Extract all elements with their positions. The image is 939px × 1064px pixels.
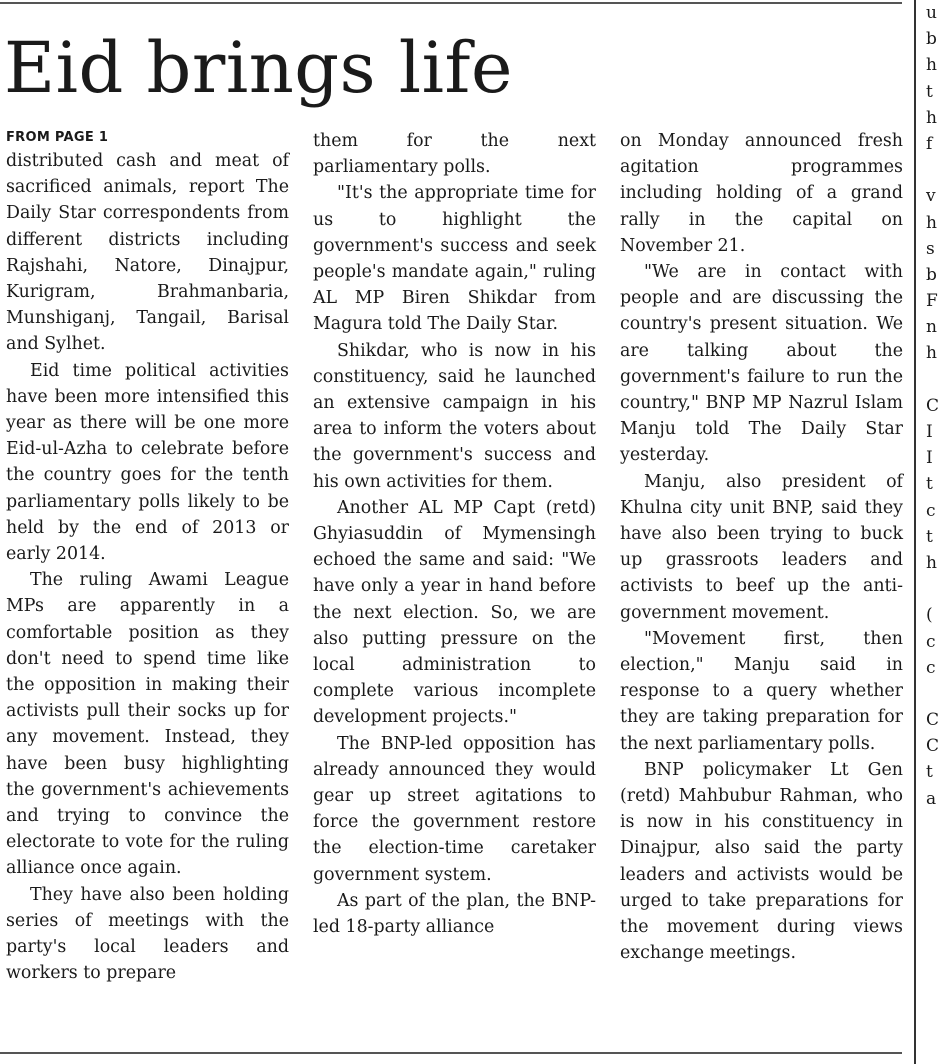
kicker: FROM PAGE 1 bbox=[6, 130, 109, 145]
fragment-letter bbox=[926, 681, 938, 707]
top-rule bbox=[0, 2, 902, 4]
column-divider bbox=[914, 0, 916, 1064]
fragment-letter: I bbox=[926, 422, 933, 442]
paragraph: Manju, also president of Khulna city unit BNP, said they have also been trying to buck up grassroots leaders and activists to beef up the anti-government movement. bbox=[620, 471, 903, 623]
paragraph: BNP policymaker Lt Gen (retd) Mahbubur Rahman, who is now in his constituency in Dinajpur, also said the party leaders and activists would be urged to take preparations for the movement during views exchange meetings. bbox=[620, 759, 903, 964]
fragment-letter: h bbox=[926, 552, 937, 573]
fragment-letter: h bbox=[926, 212, 937, 233]
paragraph: "We are in contact with people and are discussing the country's present situation. We are talking about the government's failure to run the country," BNP MP Nazrul Islam Manju told The Daily Star yesterday. bbox=[620, 262, 903, 466]
fragment-letter bbox=[926, 367, 938, 393]
fragment-letter: n bbox=[926, 317, 937, 338]
headline: Eid brings life bbox=[4, 27, 513, 109]
fragment-letter: v bbox=[926, 186, 936, 207]
fragment-letter: ( bbox=[926, 605, 933, 626]
fragment-letter: c bbox=[926, 657, 936, 678]
fragment-letter: c bbox=[926, 631, 936, 652]
neighbor-article-fragment bbox=[926, 0, 938, 812]
paragraph: The BNP-led opposition has already announced they would gear up street agitations to force the government restore the election-time caretaker government system. bbox=[313, 733, 596, 885]
paragraph: "Movement first, then election," Manju said in response to a query whether they are taking preparation for the next parliamentary polls. bbox=[620, 628, 903, 754]
paragraph: The ruling Awami League MPs are apparently in a comfortable position as they don't need to spend time like the opposition in making their activists pull their socks up for any movement. Instead, they have been busy highlighting the government's achievements and trying to convince the electorate to vote for the ruling alliance once again. bbox=[6, 570, 289, 879]
article-column-3 bbox=[620, 128, 903, 1048]
fragment-letter: c bbox=[926, 500, 936, 521]
fragment-letter: b bbox=[926, 29, 937, 50]
article-column-1 bbox=[6, 128, 289, 1048]
fragment-letter: b bbox=[926, 264, 937, 285]
bottom-rule bbox=[0, 1052, 902, 1054]
paragraph: They have also been holding series of meetings with the party's local leaders and workers to prepare bbox=[6, 884, 289, 984]
fragment-letter: C bbox=[926, 736, 939, 757]
fragment-letter bbox=[926, 576, 938, 602]
fragment-letter: C bbox=[926, 395, 939, 416]
fragment-letter: t bbox=[926, 474, 933, 495]
paragraph: As part of the plan, the BNP-led 18-party alliance bbox=[313, 890, 596, 938]
paragraph: Shikdar, who is now in his constituency, said he launched an extensive campaign in his area to inform the voters about the government's success and his own activities for them. bbox=[313, 340, 596, 492]
fragment-letter: t bbox=[926, 762, 933, 783]
fragment-letter: h bbox=[926, 343, 937, 364]
fragment-letter bbox=[926, 157, 938, 183]
fragment-letter: I bbox=[926, 448, 933, 469]
paragraph: distributed cash and meat of sacrificed animals, report The Daily Star correspondents from different districts including Rajshahi, Natore, Dinajpur, Kurigram, Brahmanbaria, Munshiganj, Tangail, Barisal and Sylhet. bbox=[6, 151, 289, 355]
fragment-letter: u bbox=[926, 3, 937, 23]
fragment-letter: s bbox=[926, 238, 935, 259]
fragment-letter: f bbox=[926, 133, 933, 154]
paragraph: Eid time political activities have been more intensified this year as there will be one more Eid-ul-Azha to celebrate before the country goes for the tenth parliamentary polls likely to be held by the end of 2013 or early 2014. bbox=[6, 360, 289, 565]
paragraph: on Monday announced fresh agitation programmes including holding of a grand rally in the capital on November 21. bbox=[620, 131, 903, 256]
fragment-letter: F bbox=[926, 291, 938, 312]
fragment-letter: a bbox=[926, 788, 937, 809]
fragment-letter: t bbox=[926, 81, 933, 102]
paragraph: Another AL MP Capt (retd) Ghyiasuddin of Mymensingh echoed the same and said: "We have only a year in hand before the next election. So, we are also putting pressure on the local administration to complete various incomplete development projects." bbox=[313, 497, 596, 728]
fragment-letter: h bbox=[926, 55, 937, 76]
paragraph: "It's the appropriate time for us to highlight the government's success and seek people's mandate again," ruling AL MP Biren Shikdar from Magura told The Daily Star. bbox=[313, 183, 596, 335]
article-column-2 bbox=[313, 128, 596, 1048]
fragment-letter: h bbox=[926, 107, 937, 128]
paragraph: them for the next parliamentary polls. bbox=[313, 131, 596, 178]
fragment-letter: C bbox=[926, 710, 939, 731]
fragment-letter: t bbox=[926, 526, 933, 547]
